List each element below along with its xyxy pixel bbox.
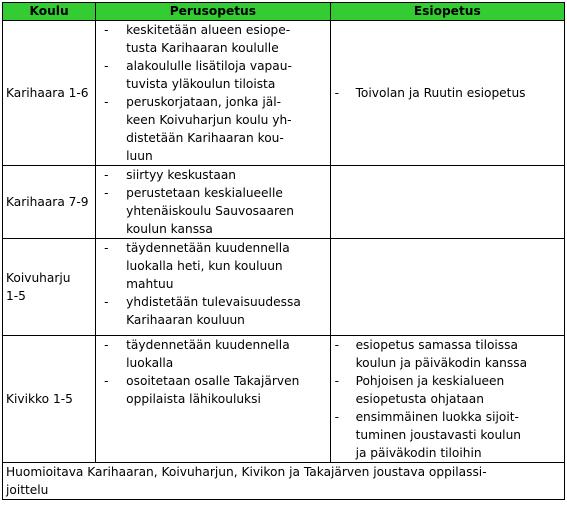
dash-bullet-icon: - xyxy=(104,59,109,73)
preschool-cell xyxy=(330,239,564,336)
dash-bullet-icon: - xyxy=(104,186,109,200)
basic-education-list xyxy=(96,336,329,408)
school-cell xyxy=(3,239,96,336)
list-item-text: peruskorjataan, jonka jäl- keen Koivuharjun koulu yh- distetään Karihaaran kou- luun xyxy=(126,95,292,163)
list-item xyxy=(331,408,564,462)
basic-education-list xyxy=(96,21,329,165)
table-row xyxy=(3,239,565,336)
basic-education-cell xyxy=(96,21,330,166)
school-name: Koivuharju xyxy=(6,271,71,285)
preschool-list xyxy=(331,336,564,462)
school-name: 1-5 xyxy=(6,289,26,303)
list-item-text: alakoululle lisätiloja vapau- tuvista yläkoulun tiloista xyxy=(126,59,292,91)
list-item-text: perustetaan keskialueelle yhtenäiskoulu Sauvosaaren koulun kanssa xyxy=(126,186,294,236)
list-item xyxy=(96,184,329,238)
basic-education-cell xyxy=(96,239,330,336)
list-item xyxy=(96,21,329,57)
list-item-text: yhdistetään tulevaisuudessa Karihaaran kouluun xyxy=(126,295,301,327)
list-item-text: Pohjoisen ja keskialueen esiopetusta ohjataan xyxy=(355,374,505,406)
list-item xyxy=(96,166,329,184)
note-text: Huomioitava Karihaaran, Koivuharjun, Kivikon ja Takajärven joustava oppilassi- xyxy=(6,465,487,479)
basic-education-list xyxy=(96,166,329,238)
basic-education-list xyxy=(96,239,329,329)
list-item-text: keskitetään alueen esiope- tusta Karihaaran koululle xyxy=(126,23,291,55)
dash-bullet-icon: - xyxy=(334,338,339,352)
school-name: Karihaara 1-6 xyxy=(6,86,89,100)
school-cell xyxy=(3,336,96,463)
list-item xyxy=(331,336,564,372)
list-item-text: Toivolan ja Ruutin esiopetus xyxy=(355,86,526,100)
list-item-text: esiopetus samassa tiloissa koulun ja päiväkodin kanssa xyxy=(355,338,528,370)
dash-bullet-icon: - xyxy=(104,95,109,109)
list-item xyxy=(96,336,329,372)
dash-bullet-icon: - xyxy=(104,23,109,37)
list-item xyxy=(96,293,329,329)
table-row xyxy=(3,166,565,239)
table-row xyxy=(3,21,565,166)
school-plan-table xyxy=(2,2,565,500)
header-koulu: Koulu xyxy=(3,3,96,21)
preschool-cell xyxy=(330,21,564,166)
list-item xyxy=(331,84,564,102)
basic-education-cell xyxy=(96,166,330,239)
preschool-list xyxy=(331,84,564,102)
table-header-row xyxy=(3,3,565,21)
basic-education-cell xyxy=(96,336,330,463)
dash-bullet-icon: - xyxy=(104,241,109,255)
header-perusopetus: Perusopetus xyxy=(96,3,330,21)
school-cell xyxy=(3,166,96,239)
school-name: Karihaara 7-9 xyxy=(6,195,89,209)
list-item-text: täydennetään kuudennella luokalla heti, kun kouluun mahtuu xyxy=(126,241,290,291)
list-item-text: ensimmäinen luokka sijoit- tuminen joustavasti koulun ja päiväkodin tiloihin xyxy=(355,410,522,460)
dash-bullet-icon: - xyxy=(104,374,109,388)
list-item xyxy=(96,93,329,165)
dash-bullet-icon: - xyxy=(334,86,339,100)
note-cell xyxy=(3,463,565,500)
list-item-text: osoitetaan osalle Takajärven oppilaista lähikouluksi xyxy=(126,374,300,406)
list-item xyxy=(96,239,329,293)
note-text: joittelu xyxy=(6,483,49,497)
dash-bullet-icon: - xyxy=(104,295,109,309)
header-esiopetus: Esiopetus xyxy=(330,3,564,21)
dash-bullet-icon: - xyxy=(104,168,109,182)
table-row xyxy=(3,336,565,463)
dash-bullet-icon: - xyxy=(334,374,339,388)
list-item xyxy=(331,372,564,408)
list-item-text: siirtyy keskustaan xyxy=(126,168,237,182)
school-cell xyxy=(3,21,96,166)
list-item xyxy=(96,372,329,408)
preschool-cell xyxy=(330,336,564,463)
list-item-text: täydennetään kuudennella luokalla xyxy=(126,338,290,370)
note-row xyxy=(3,463,565,500)
dash-bullet-icon: - xyxy=(334,410,339,424)
dash-bullet-icon: - xyxy=(104,338,109,352)
list-item xyxy=(96,57,329,93)
school-name: Kivikko 1-5 xyxy=(6,392,73,406)
preschool-cell xyxy=(330,166,564,239)
